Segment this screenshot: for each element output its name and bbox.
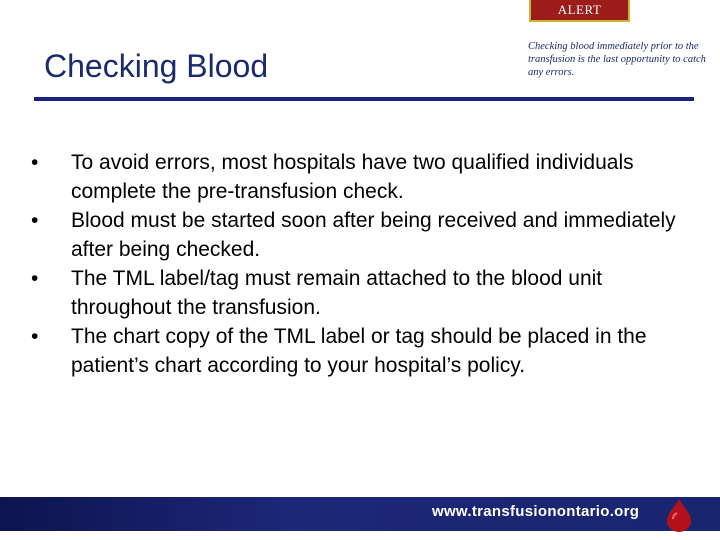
bullet-text: The TML label/tag must remain attached to the blood unit throughout the transfusion. (71, 267, 603, 319)
blood-drop-icon (663, 497, 695, 533)
bullet-list (30, 148, 690, 380)
bullet-item (30, 264, 690, 322)
bullet-text: To avoid errors, most hospitals have two qualified individuals complete the pre-transfusion check. (71, 151, 634, 203)
bullet-text: Blood must be started soon after being received and immediately after being checked. (71, 209, 676, 261)
bullet-item (30, 206, 690, 264)
bullet-item (30, 322, 690, 380)
bullet-dot: • (31, 267, 39, 290)
alert-note: Checking blood immediately prior to the transfusion is the last opportunity to catch any errors. (528, 41, 706, 78)
bullet-dot: • (31, 151, 39, 174)
footer-url: www.transfusionontario.org (432, 503, 640, 520)
alert-label: ALERT (557, 2, 602, 17)
alert-badge (529, 0, 630, 22)
bullet-text: The chart copy of the TML label or tag should be placed in the patient’s chart according to your hospital’s policy. (71, 325, 647, 377)
title-divider (34, 97, 694, 101)
bullet-dot: • (31, 325, 39, 348)
bullet-item (30, 148, 690, 206)
bullet-dot: • (31, 209, 39, 232)
slide-title: Checking Blood (44, 48, 269, 84)
